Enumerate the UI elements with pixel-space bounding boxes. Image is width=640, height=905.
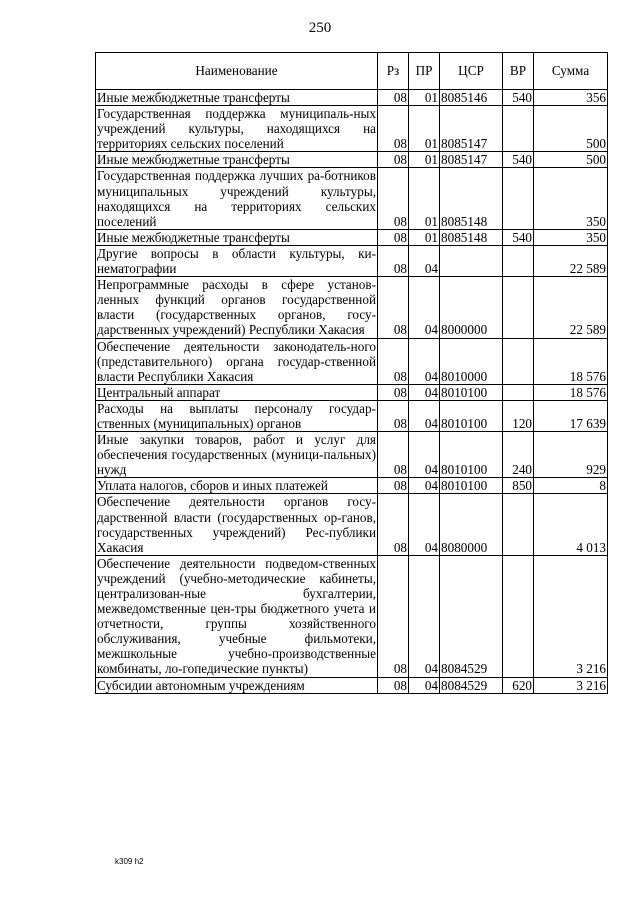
row-vr-cell bbox=[503, 338, 534, 384]
row-rz-cell: 08 bbox=[378, 229, 409, 245]
row-csr-cell: 8084529 bbox=[440, 555, 503, 677]
row-name-cell: Иные межбюджетные трансферты bbox=[96, 90, 378, 106]
row-csr-cell: 8085146 bbox=[440, 90, 503, 106]
row-vr-cell bbox=[503, 384, 534, 400]
table-row bbox=[96, 478, 608, 494]
row-rz-cell: 08 bbox=[378, 338, 409, 384]
row-name-cell: Уплата налогов, сборов и иных платежей bbox=[96, 478, 378, 494]
row-pr-cell: 04 bbox=[409, 677, 440, 693]
row-vr-cell bbox=[503, 245, 534, 276]
row-rz-cell: 08 bbox=[378, 168, 409, 229]
row-vr-cell: 620 bbox=[503, 677, 534, 693]
header-csr: ЦСР bbox=[440, 53, 503, 90]
row-pr-cell: 01 bbox=[409, 229, 440, 245]
row-csr-cell: 8010100 bbox=[440, 432, 503, 478]
row-csr-cell: 8010100 bbox=[440, 384, 503, 400]
table-row bbox=[96, 152, 608, 168]
row-name-cell: Иные межбюджетные трансферты bbox=[96, 229, 378, 245]
row-sum-cell: 22 589 bbox=[534, 245, 608, 276]
row-sum-cell: 8 bbox=[534, 478, 608, 494]
row-rz-cell: 08 bbox=[378, 432, 409, 478]
row-vr-cell: 540 bbox=[503, 152, 534, 168]
table-row bbox=[96, 245, 608, 276]
row-pr-cell: 04 bbox=[409, 478, 440, 494]
row-vr-cell: 850 bbox=[503, 478, 534, 494]
row-name-cell: Непрограммные расходы в сфере установ-ленных функций органов государственной власти (государственных органов, госу-дарственных учреждений) Республики Хакасия bbox=[97, 277, 376, 338]
row-csr-cell: 8080000 bbox=[440, 494, 503, 555]
row-name-cell: Государственная поддержка муниципаль-ных учреждений культуры, находящихся на территориях сельских поселений bbox=[97, 106, 376, 152]
budget-table bbox=[95, 52, 608, 694]
row-vr-cell: 240 bbox=[503, 432, 534, 478]
row-csr-cell bbox=[440, 245, 503, 276]
row-sum-cell: 22 589 bbox=[534, 277, 608, 338]
row-csr-cell: 8085147 bbox=[440, 106, 503, 152]
row-vr-cell bbox=[503, 277, 534, 338]
row-rz-cell: 08 bbox=[378, 677, 409, 693]
row-vr-cell bbox=[503, 106, 534, 152]
header-rz: Рз bbox=[378, 53, 409, 90]
row-pr-cell: 04 bbox=[409, 338, 440, 384]
row-name-cell: Расходы на выплаты персоналу государ-ственных (муниципальных) органов bbox=[97, 400, 376, 431]
header-sum: Сумма bbox=[534, 53, 608, 90]
row-csr-cell: 8085147 bbox=[440, 152, 503, 168]
row-csr-cell: 8000000 bbox=[440, 277, 503, 338]
row-name-cell: Иные закупки товаров, работ и услуг для обеспечения государственных (муници-пальных) нужд bbox=[97, 432, 376, 478]
row-pr-cell: 04 bbox=[409, 432, 440, 478]
row-pr-cell: 04 bbox=[409, 277, 440, 338]
row-rz-cell: 08 bbox=[378, 555, 409, 677]
row-vr-cell bbox=[503, 494, 534, 555]
table-row bbox=[96, 384, 608, 400]
row-csr-cell: 8085148 bbox=[440, 168, 503, 229]
footer-code: k309 h2 bbox=[115, 857, 144, 866]
row-name-cell: Субсидии автономным учреждениям bbox=[96, 677, 378, 693]
row-csr-cell: 8010000 bbox=[440, 338, 503, 384]
row-pr-cell: 04 bbox=[409, 494, 440, 555]
row-sum-cell: 18 576 bbox=[534, 384, 608, 400]
row-vr-cell: 540 bbox=[503, 229, 534, 245]
row-vr-cell bbox=[503, 555, 534, 677]
row-rz-cell: 08 bbox=[378, 478, 409, 494]
row-name-cell: Центральный аппарат bbox=[96, 384, 378, 400]
row-name-cell: Иные межбюджетные трансферты bbox=[96, 152, 378, 168]
row-sum-cell: 3 216 bbox=[534, 677, 608, 693]
page-number: 250 bbox=[308, 20, 332, 36]
row-rz-cell: 08 bbox=[378, 277, 409, 338]
row-sum-cell: 17 639 bbox=[534, 400, 608, 431]
row-sum-cell: 356 bbox=[534, 90, 608, 106]
row-csr-cell: 8010100 bbox=[440, 478, 503, 494]
row-csr-cell: 8084529 bbox=[440, 677, 503, 693]
row-pr-cell: 04 bbox=[409, 400, 440, 431]
table-row bbox=[96, 400, 608, 431]
header-vr: ВР bbox=[503, 53, 534, 90]
row-name-cell: Обеспечение деятельности подведом-ственных учреждений (учебно-методические кабинеты, централизован-ные бухгалтерии, межведомственные цен-тры бюджетного учета и отчетности, группы хозяйственного обслуживания, учебные фильмотеки, межшкольные учебно-производственные комбинаты, ло-гопедические пункты) bbox=[97, 555, 376, 677]
row-rz-cell: 08 bbox=[378, 90, 409, 106]
row-name-cell: Обеспечение деятельности органов госу-дарственной власти (государственных ор-ганов, государственных учреждений) Рес-публики Хакасия bbox=[97, 494, 376, 555]
row-sum-cell: 350 bbox=[534, 168, 608, 229]
table-row bbox=[96, 432, 608, 478]
table-row bbox=[96, 90, 608, 106]
row-sum-cell: 500 bbox=[534, 106, 608, 152]
row-sum-cell: 18 576 bbox=[534, 338, 608, 384]
row-rz-cell: 08 bbox=[378, 106, 409, 152]
row-sum-cell: 929 bbox=[534, 432, 608, 478]
table-row bbox=[96, 106, 608, 152]
table-row bbox=[96, 494, 608, 555]
header-name: Наименование bbox=[96, 53, 378, 90]
row-rz-cell: 08 bbox=[378, 384, 409, 400]
row-rz-cell: 08 bbox=[378, 245, 409, 276]
row-pr-cell: 04 bbox=[409, 245, 440, 276]
table-row bbox=[96, 229, 608, 245]
row-rz-cell: 08 bbox=[378, 152, 409, 168]
row-pr-cell: 04 bbox=[409, 555, 440, 677]
table-row bbox=[96, 277, 608, 338]
row-vr-cell bbox=[503, 168, 534, 229]
row-sum-cell: 350 bbox=[534, 229, 608, 245]
row-rz-cell: 08 bbox=[378, 494, 409, 555]
row-pr-cell: 01 bbox=[409, 106, 440, 152]
row-pr-cell: 01 bbox=[409, 90, 440, 106]
table-row bbox=[96, 168, 608, 229]
row-pr-cell: 04 bbox=[409, 384, 440, 400]
row-name-cell: Другие вопросы в области культуры, ки-нематографии bbox=[97, 245, 376, 277]
header-pr: ПР bbox=[409, 53, 440, 90]
row-name-cell: Обеспечение деятельности законодатель-ного (представительного) органа государ-ственной власти Республики Хакасия bbox=[97, 338, 376, 384]
row-sum-cell: 4 013 bbox=[534, 494, 608, 555]
row-sum-cell: 500 bbox=[534, 152, 608, 168]
row-csr-cell: 8085148 bbox=[440, 229, 503, 245]
row-csr-cell: 8010100 bbox=[440, 400, 503, 431]
table-row bbox=[96, 555, 608, 677]
row-vr-cell: 540 bbox=[503, 90, 534, 106]
row-pr-cell: 01 bbox=[409, 152, 440, 168]
table-row bbox=[96, 677, 608, 693]
row-vr-cell: 120 bbox=[503, 400, 534, 431]
row-sum-cell: 3 216 bbox=[534, 555, 608, 677]
row-name-cell: Государственная поддержка лучших ра-ботников муниципальных учреждений культуры, находящихся на территориях сельских поселений bbox=[97, 168, 376, 229]
table-header-row bbox=[96, 53, 608, 90]
row-rz-cell: 08 bbox=[378, 400, 409, 431]
row-pr-cell: 01 bbox=[409, 168, 440, 229]
table-row bbox=[96, 338, 608, 384]
